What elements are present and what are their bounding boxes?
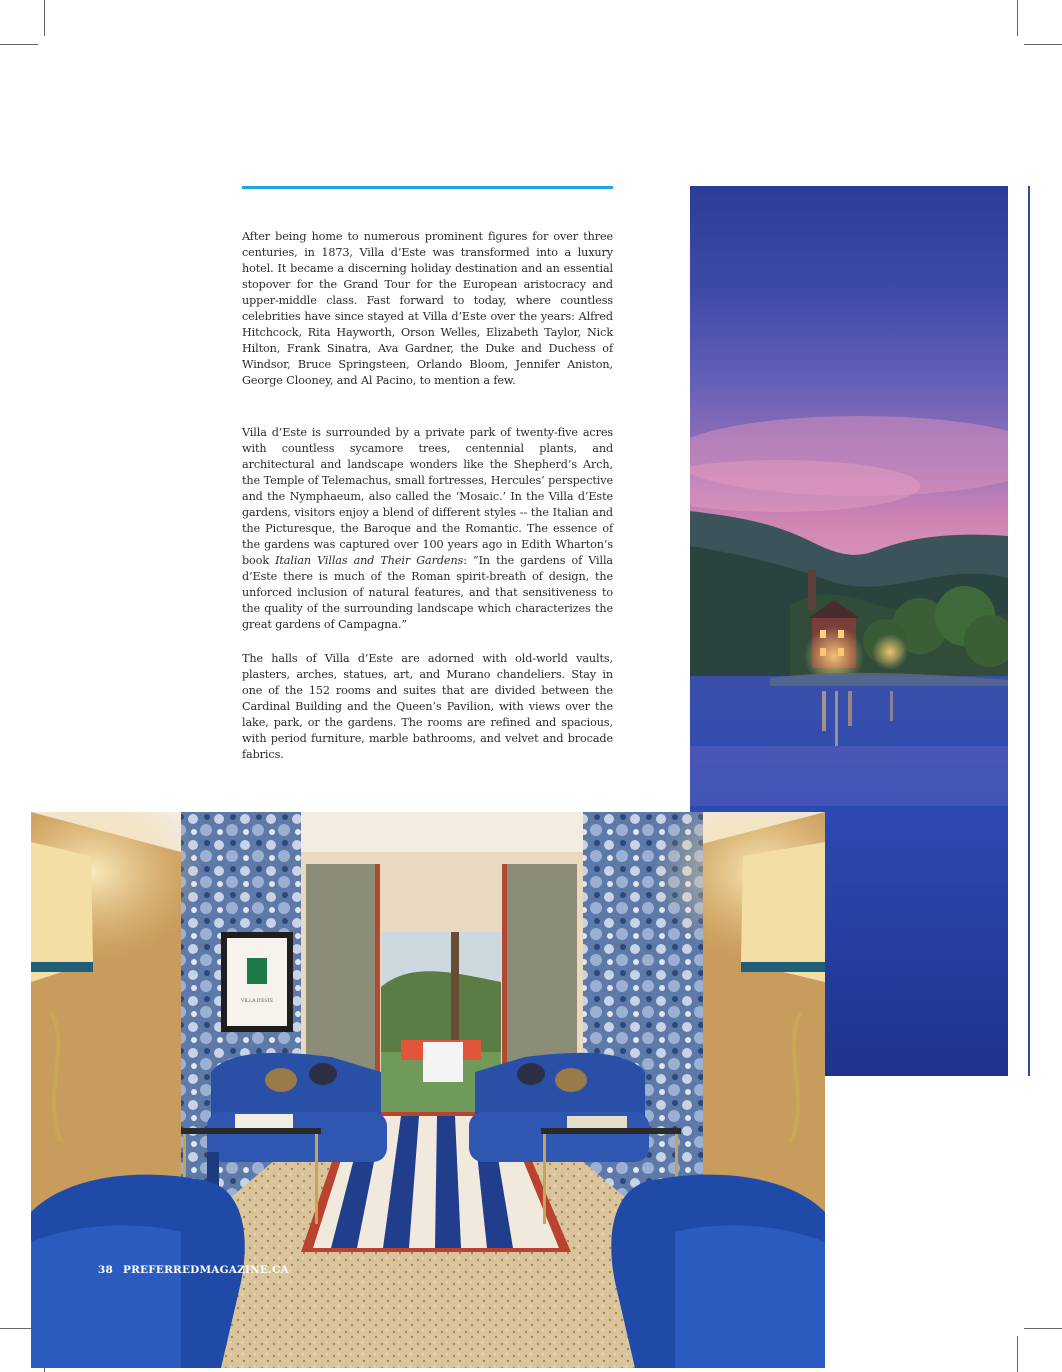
artwork-label: VILLA D'ESTE: [240, 999, 274, 1004]
crop-mark-bottom-right-h: [1024, 1328, 1062, 1329]
crop-mark-top-right-h: [1024, 44, 1062, 45]
article-paragraph-2-end: : “In the gardens of Villa d’Este there is much of the Roman spirit-breath of design, the unforced inclusion of natural features, and that sensitiveness to the quality of the surrounding landscape which characterizes the great gardens of Campagna.”: [242, 554, 614, 631]
article-paragraph-1: After being home to numerous prominent figures for over three centuries, in 1873, Villa d’Este was transformed into a luxury hotel. It became a discerning holiday destination and an essential stopover for the Grand Tour for the European aristocracy and upper-middle class. Fast forward to today, where countless celebrities have since stayed at Villa d’Este over the years: Alfred Hitchcock, Rita Hayworth, Orson Welles, Elizabeth Taylor, Nick Hilton, Frank Sinatra, Ava Gardner, the Duke and Duchess of Windsor, Bruce Springsteen, Orlando Bloom, Jennifer Aniston, George Clooney, and Al Pacino, to mention a few.: [242, 230, 613, 387]
room-photo: [31, 812, 825, 1368]
crop-mark-bottom-right-v: [1017, 1336, 1018, 1372]
page-number: 38: [98, 1264, 114, 1276]
article-body: [242, 229, 613, 763]
room-photo-art: [31, 812, 825, 1368]
book-title: Italian Villas and Their Gardens: [275, 554, 464, 567]
side-line: [1028, 186, 1030, 1076]
site-url: PREFERREDMAGAZINE.CA: [123, 1264, 289, 1276]
article-paragraph-3: The halls of Villa d’Este are adorned with old-world vaults, plasters, arches, statues, art, and Murano chandeliers. Stay in one of the 152 rooms and suites that are divided between the Cardinal Building and the Queen’s Pavilion, with views over the lake, park, or the gardens. The rooms are refined and spacious, with period furniture, marble bathrooms, and velvet and brocade fabrics.: [242, 652, 613, 761]
crop-mark-top-right-v: [1017, 0, 1018, 36]
crop-mark-top-left-v: [44, 0, 45, 36]
accent-rule: [242, 186, 613, 189]
page-footer: [98, 1264, 289, 1276]
article-paragraph-2-start: Villa d’Este is surrounded by a private park of twenty-five acres with countless sycamore trees, centennial plants, and architectural and landscape wonders like the Shepherd’s Arch, the Temple of Telemachus, small fortresses, Hercules’ perspective and the Nymphaeum, also called the ‘Mosaic.’ In the Villa d’Este gardens, visitors enjoy a blend of different styles -- the Italian and the Picturesque, the Baroque and the Romantic. The essence of the gardens was captured over 100 years ago in Edith Wharton’s book: [242, 426, 613, 567]
article-paragraph-2: [242, 425, 613, 633]
crop-mark-top-left-h: [0, 44, 38, 45]
